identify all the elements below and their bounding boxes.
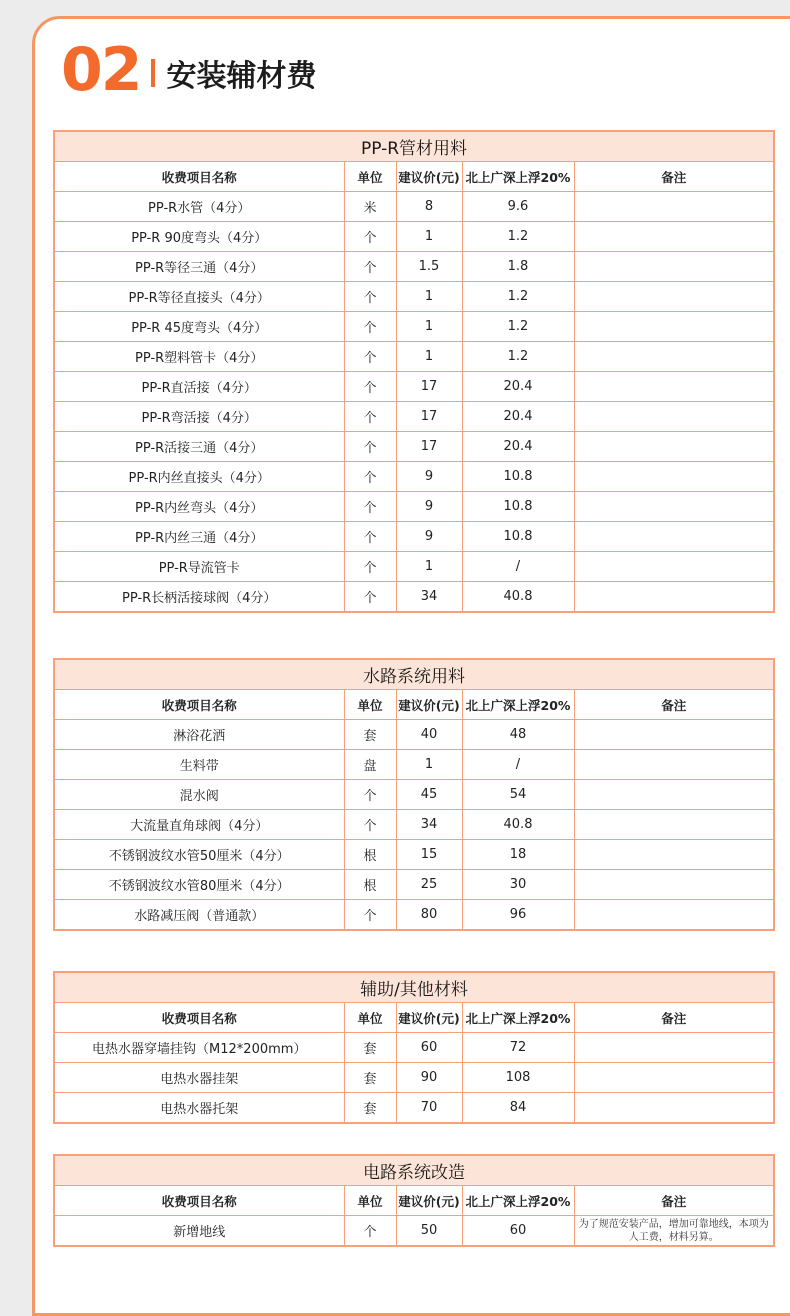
column-header: 北上广深上浮20% bbox=[462, 690, 574, 720]
unit-cell: 套 bbox=[344, 1033, 396, 1063]
unit-cell: 个 bbox=[344, 810, 396, 840]
item-name-cell: 淋浴花洒 bbox=[54, 720, 344, 750]
table-title: 辅助/其他材料 bbox=[54, 972, 774, 1003]
item-name-cell: 电热水器挂架 bbox=[54, 1063, 344, 1093]
column-header: 建议价(元) bbox=[396, 1003, 462, 1033]
unit-cell: 个 bbox=[344, 372, 396, 402]
note-cell bbox=[574, 1063, 774, 1093]
note-cell bbox=[574, 870, 774, 900]
item-name-cell: 大流量直角球阀（4分） bbox=[54, 810, 344, 840]
tier1-price-cell: 1.2 bbox=[462, 312, 574, 342]
tier1-price-cell: 1.2 bbox=[462, 342, 574, 372]
note-cell bbox=[574, 780, 774, 810]
table-row bbox=[54, 372, 774, 402]
heading-divider bbox=[151, 59, 155, 87]
price-table bbox=[53, 971, 775, 1124]
table-row bbox=[54, 432, 774, 462]
item-name-cell: PP-R内丝三通（4分） bbox=[54, 522, 344, 552]
column-header: 建议价(元) bbox=[396, 1186, 462, 1216]
table-header-row bbox=[54, 1186, 774, 1216]
table-title: 水路系统用料 bbox=[54, 659, 774, 690]
price-cell: 1 bbox=[396, 750, 462, 780]
unit-cell: 个 bbox=[344, 582, 396, 613]
tier1-price-cell: 54 bbox=[462, 780, 574, 810]
column-header: 单位 bbox=[344, 1186, 396, 1216]
column-header: 收费项目名称 bbox=[54, 1003, 344, 1033]
unit-cell: 套 bbox=[344, 1063, 396, 1093]
note-cell bbox=[574, 522, 774, 552]
tier1-price-cell: 1.8 bbox=[462, 252, 574, 282]
item-name-cell: PP-R塑料管卡（4分） bbox=[54, 342, 344, 372]
item-name-cell: 不锈钢波纹水管80厘米（4分） bbox=[54, 870, 344, 900]
table-row bbox=[54, 282, 774, 312]
unit-cell: 个 bbox=[344, 462, 396, 492]
note-cell bbox=[574, 492, 774, 522]
unit-cell: 个 bbox=[344, 222, 396, 252]
table-row bbox=[54, 780, 774, 810]
unit-cell: 个 bbox=[344, 312, 396, 342]
column-header: 备注 bbox=[574, 1186, 774, 1216]
unit-cell: 个 bbox=[344, 342, 396, 372]
item-name-cell: 生料带 bbox=[54, 750, 344, 780]
table-row bbox=[54, 462, 774, 492]
unit-cell: 个 bbox=[344, 492, 396, 522]
column-header: 备注 bbox=[574, 1003, 774, 1033]
tier1-price-cell: 10.8 bbox=[462, 462, 574, 492]
note-cell bbox=[574, 192, 774, 222]
table-title: PP-R管材用料 bbox=[54, 131, 774, 162]
price-cell: 60 bbox=[396, 1033, 462, 1063]
note-cell bbox=[574, 582, 774, 613]
item-name-cell: PP-R等径直接头（4分） bbox=[54, 282, 344, 312]
unit-cell: 盘 bbox=[344, 750, 396, 780]
note-cell bbox=[574, 1093, 774, 1124]
item-name-cell: PP-R弯活接（4分） bbox=[54, 402, 344, 432]
note-cell bbox=[574, 342, 774, 372]
tier1-price-cell: 96 bbox=[462, 900, 574, 931]
item-name-cell: PP-R导流管卡 bbox=[54, 552, 344, 582]
column-header: 备注 bbox=[574, 690, 774, 720]
table-row bbox=[54, 900, 774, 931]
unit-cell: 个 bbox=[344, 432, 396, 462]
unit-cell: 个 bbox=[344, 402, 396, 432]
price-cell: 1.5 bbox=[396, 252, 462, 282]
table-row bbox=[54, 402, 774, 432]
unit-cell: 套 bbox=[344, 720, 396, 750]
table-row bbox=[54, 312, 774, 342]
table-row bbox=[54, 870, 774, 900]
table-row bbox=[54, 582, 774, 613]
item-name-cell: PP-R内丝弯头（4分） bbox=[54, 492, 344, 522]
unit-cell: 个 bbox=[344, 780, 396, 810]
unit-cell: 套 bbox=[344, 1093, 396, 1124]
table-row bbox=[54, 1033, 774, 1063]
price-cell: 90 bbox=[396, 1063, 462, 1093]
price-cell: 25 bbox=[396, 870, 462, 900]
table-header-row bbox=[54, 690, 774, 720]
table-row bbox=[54, 840, 774, 870]
item-name-cell: PP-R 90度弯头（4分） bbox=[54, 222, 344, 252]
table-row bbox=[54, 552, 774, 582]
price-cell: 70 bbox=[396, 1093, 462, 1124]
table-row bbox=[54, 222, 774, 252]
table-row bbox=[54, 1093, 774, 1124]
tier1-price-cell: 40.8 bbox=[462, 810, 574, 840]
note-cell: 为了规范安装产品，增加可靠地线，本项为人工费，材料另算。 bbox=[574, 1216, 774, 1247]
item-name-cell: 电热水器穿墙挂钩（M12*200mm） bbox=[54, 1033, 344, 1063]
note-cell bbox=[574, 1033, 774, 1063]
price-table bbox=[53, 130, 775, 613]
price-cell: 80 bbox=[396, 900, 462, 931]
price-cell: 1 bbox=[396, 282, 462, 312]
item-name-cell: 不锈钢波纹水管50厘米（4分） bbox=[54, 840, 344, 870]
item-name-cell: 混水阀 bbox=[54, 780, 344, 810]
note-cell bbox=[574, 840, 774, 870]
item-name-cell: PP-R 45度弯头（4分） bbox=[54, 312, 344, 342]
note-cell bbox=[574, 282, 774, 312]
item-name-cell: 电热水器托架 bbox=[54, 1093, 344, 1124]
note-cell bbox=[574, 720, 774, 750]
price-cell: 17 bbox=[396, 432, 462, 462]
note-cell bbox=[574, 312, 774, 342]
price-cell: 1 bbox=[396, 222, 462, 252]
price-cell: 9 bbox=[396, 462, 462, 492]
price-cell: 9 bbox=[396, 522, 462, 552]
column-header: 单位 bbox=[344, 690, 396, 720]
note-cell bbox=[574, 810, 774, 840]
price-cell: 40 bbox=[396, 720, 462, 750]
column-header: 单位 bbox=[344, 162, 396, 192]
note-cell bbox=[574, 750, 774, 780]
tier1-price-cell: 48 bbox=[462, 720, 574, 750]
section-title: 安装辅材费 bbox=[166, 59, 317, 94]
price-cell: 17 bbox=[396, 372, 462, 402]
item-name-cell: PP-R直活接（4分） bbox=[54, 372, 344, 402]
note-cell bbox=[574, 462, 774, 492]
price-cell: 1 bbox=[396, 342, 462, 372]
column-header: 北上广深上浮20% bbox=[462, 1003, 574, 1033]
tier1-price-cell: 20.4 bbox=[462, 402, 574, 432]
tier1-price-cell: / bbox=[462, 750, 574, 780]
note-cell bbox=[574, 900, 774, 931]
tier1-price-cell: 40.8 bbox=[462, 582, 574, 613]
tier1-price-cell: 1.2 bbox=[462, 222, 574, 252]
tier1-price-cell: 20.4 bbox=[462, 432, 574, 462]
column-header: 收费项目名称 bbox=[54, 162, 344, 192]
unit-cell: 个 bbox=[344, 522, 396, 552]
item-name-cell: PP-R等径三通（4分） bbox=[54, 252, 344, 282]
note-cell bbox=[574, 222, 774, 252]
table-row bbox=[54, 252, 774, 282]
unit-cell: 根 bbox=[344, 870, 396, 900]
note-cell bbox=[574, 252, 774, 282]
column-header: 备注 bbox=[574, 162, 774, 192]
column-header: 收费项目名称 bbox=[54, 1186, 344, 1216]
unit-cell: 个 bbox=[344, 1216, 396, 1247]
item-name-cell: 水路减压阀（普通款） bbox=[54, 900, 344, 931]
price-cell: 45 bbox=[396, 780, 462, 810]
note-cell bbox=[574, 372, 774, 402]
tier1-price-cell: 10.8 bbox=[462, 492, 574, 522]
note-cell bbox=[574, 552, 774, 582]
price-cell: 15 bbox=[396, 840, 462, 870]
table-row bbox=[54, 720, 774, 750]
unit-cell: 米 bbox=[344, 192, 396, 222]
table-row bbox=[54, 192, 774, 222]
table-header-row bbox=[54, 162, 774, 192]
table-row bbox=[54, 1216, 774, 1247]
table-row bbox=[54, 750, 774, 780]
column-header: 单位 bbox=[344, 1003, 396, 1033]
column-header: 北上广深上浮20% bbox=[462, 162, 574, 192]
table-row bbox=[54, 810, 774, 840]
tier1-price-cell: 20.4 bbox=[462, 372, 574, 402]
price-cell: 50 bbox=[396, 1216, 462, 1247]
note-cell bbox=[574, 402, 774, 432]
tier1-price-cell: 72 bbox=[462, 1033, 574, 1063]
unit-cell: 个 bbox=[344, 900, 396, 931]
tier1-price-cell: 18 bbox=[462, 840, 574, 870]
tier1-price-cell: 84 bbox=[462, 1093, 574, 1124]
price-cell: 34 bbox=[396, 810, 462, 840]
tier1-price-cell: 60 bbox=[462, 1216, 574, 1247]
item-name-cell: PP-R活接三通（4分） bbox=[54, 432, 344, 462]
item-name-cell: PP-R内丝直接头（4分） bbox=[54, 462, 344, 492]
table-title: 电路系统改造 bbox=[54, 1155, 774, 1186]
price-table bbox=[53, 658, 775, 931]
unit-cell: 个 bbox=[344, 282, 396, 312]
item-name-cell: PP-R水管（4分） bbox=[54, 192, 344, 222]
tier1-price-cell: / bbox=[462, 552, 574, 582]
price-cell: 8 bbox=[396, 192, 462, 222]
note-cell bbox=[574, 432, 774, 462]
unit-cell: 个 bbox=[344, 552, 396, 582]
item-name-cell: 新增地线 bbox=[54, 1216, 344, 1247]
column-header: 建议价(元) bbox=[396, 162, 462, 192]
table-row bbox=[54, 342, 774, 372]
unit-cell: 个 bbox=[344, 252, 396, 282]
tier1-price-cell: 9.6 bbox=[462, 192, 574, 222]
section-number: 02 bbox=[61, 35, 141, 105]
column-header: 建议价(元) bbox=[396, 690, 462, 720]
price-cell: 34 bbox=[396, 582, 462, 613]
unit-cell: 根 bbox=[344, 840, 396, 870]
section-heading bbox=[61, 35, 317, 105]
tier1-price-cell: 30 bbox=[462, 870, 574, 900]
column-header: 收费项目名称 bbox=[54, 690, 344, 720]
tier1-price-cell: 10.8 bbox=[462, 522, 574, 552]
table-row bbox=[54, 492, 774, 522]
table-row bbox=[54, 1063, 774, 1093]
price-cell: 1 bbox=[396, 552, 462, 582]
tier1-price-cell: 1.2 bbox=[462, 282, 574, 312]
price-cell: 1 bbox=[396, 312, 462, 342]
tier1-price-cell: 108 bbox=[462, 1063, 574, 1093]
price-table bbox=[53, 1154, 775, 1247]
item-name-cell: PP-R长柄活接球阀（4分） bbox=[54, 582, 344, 613]
table-row bbox=[54, 522, 774, 552]
column-header: 北上广深上浮20% bbox=[462, 1186, 574, 1216]
price-cell: 17 bbox=[396, 402, 462, 432]
table-header-row bbox=[54, 1003, 774, 1033]
price-cell: 9 bbox=[396, 492, 462, 522]
